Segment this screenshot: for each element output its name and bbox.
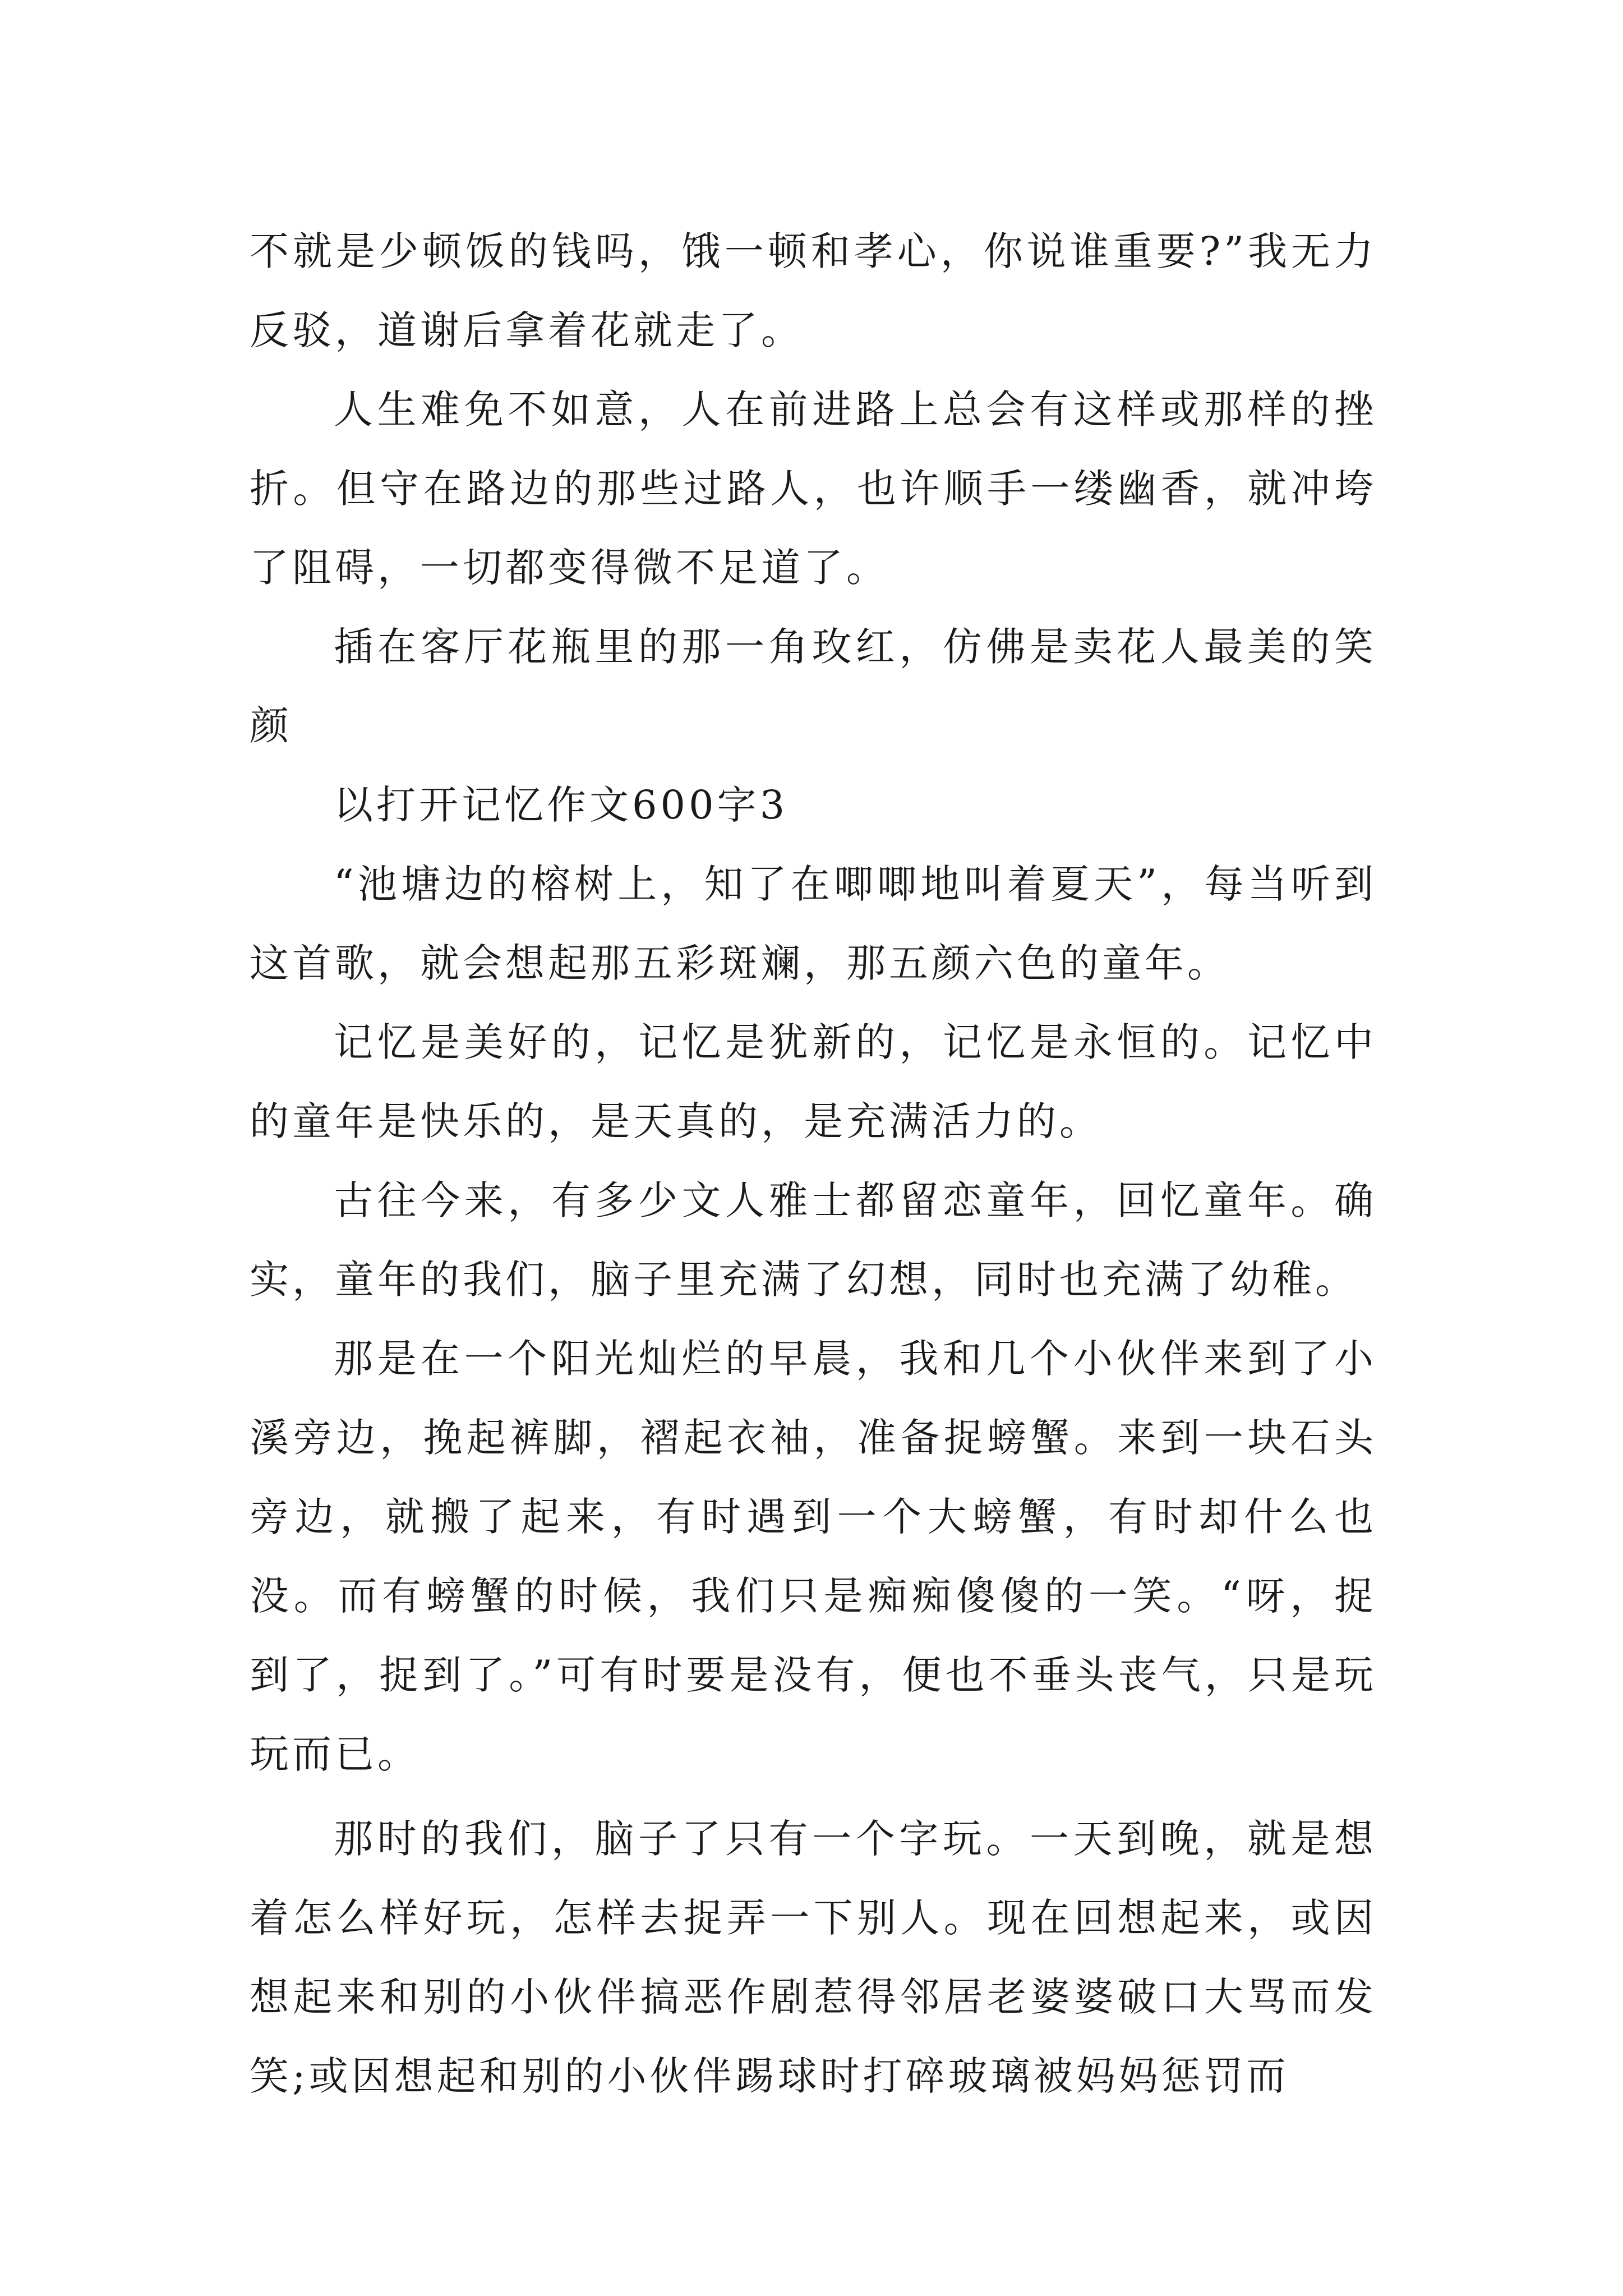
paragraph: “池塘边的榕树上，知了在唧唧地叫着夏天”，每当听到这首歌，就会想起那五彩斑斓，那五颜六色的童年。 [250, 861, 1377, 986]
paragraph: 人生难免不如意，人在前进路上总会有这样或那样的挫折。但守在路边的那些过路人，也许顺手一缕幽香，就冲垮了阻碍，一切都变得微不足道了。 [250, 386, 1377, 591]
paragraph: 插在客厅花瓶里的那一角玫红，仿佛是卖花人最美的笑颜 [250, 624, 1377, 749]
body-text [250, 212, 1377, 2116]
paragraph: 不就是少顿饭的钱吗，饿一顿和孝心，你说谁重要?”我无力反驳，道谢后拿着花就走了。 [250, 228, 1377, 353]
paragraph: 记忆是美好的，记忆是犹新的，记忆是永恒的。记忆中的童年是快乐的，是天真的，是充满活力的。 [250, 1019, 1377, 1144]
paragraph: 那是在一个阳光灿烂的早晨，我和几个小伙伴来到了小溪旁边，挽起裤脚，褶起衣袖，准备捉螃蟹。来到一块石头旁边，就搬了起来，有时遇到一个大螃蟹，有时却什么也没。而有螃蟹的时候，我们只是痴痴傻傻的一笑。“呀，捉到了，捉到了。”可有时要是没有，便也不垂头丧气，只是玩玩而已。 [250, 1336, 1377, 1777]
section-heading: 以打开记忆作文600字3 [334, 782, 789, 828]
paragraph: 那时的我们，脑子了只有一个字玩。一天到晚，就是想着怎么样好玩，怎样去捉弄一下别人。现在回想起来，或因想起来和别的小伙伴搞恶作剧惹得邻居老婆婆破口大骂而发笑;或因想起和别的小伙伴踢球时打碎玻璃被妈妈惩罚而 [250, 1816, 1377, 2099]
paragraph: 古往今来，有多少文人雅士都留恋童年，回忆童年。确实，童年的我们，脑子里充满了幻想，同时也充满了幼稚。 [250, 1177, 1377, 1303]
